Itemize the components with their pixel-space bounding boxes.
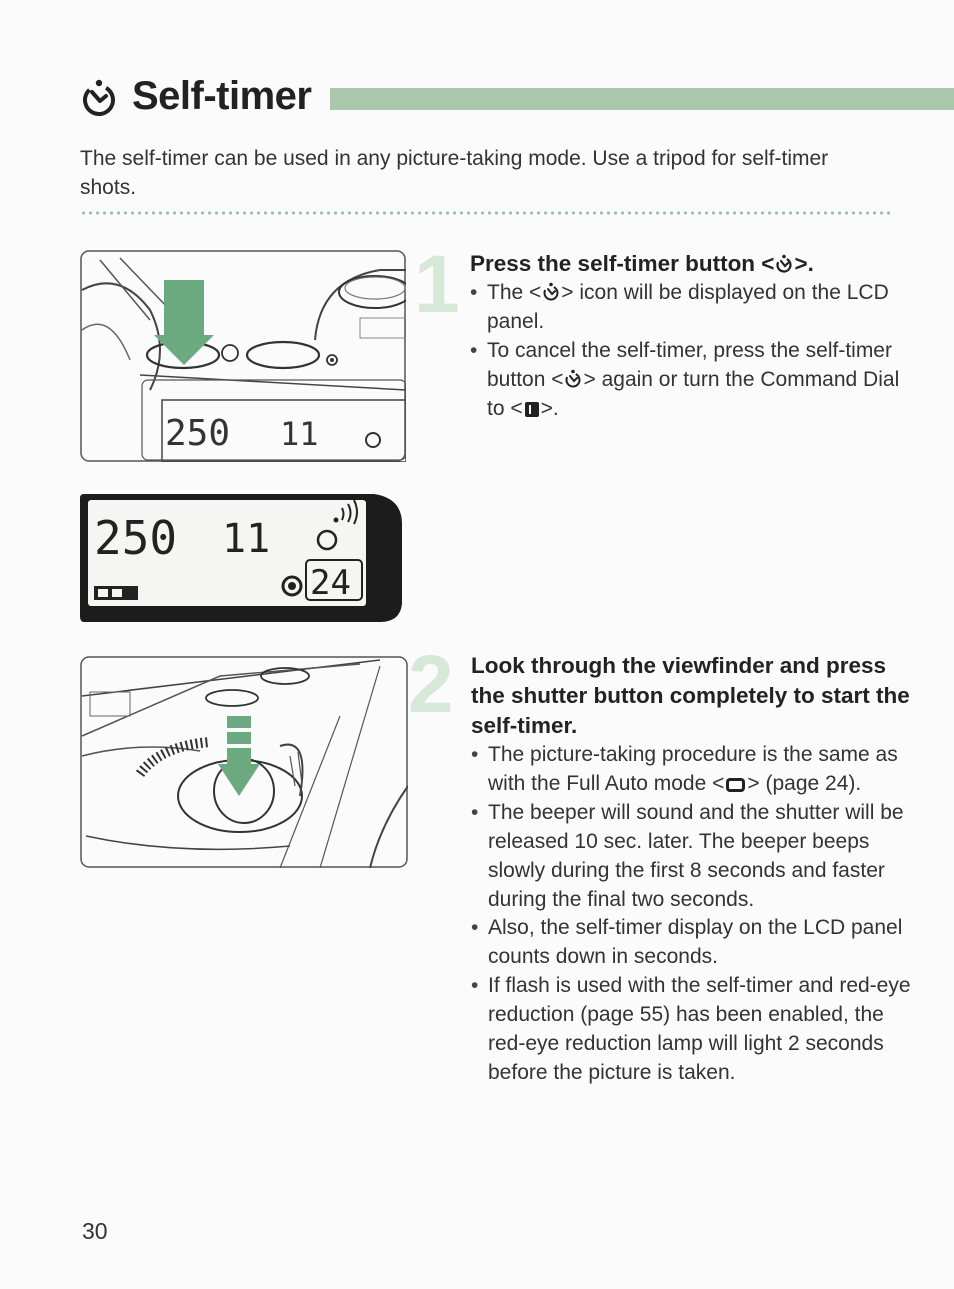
lcd-shutter: 250 [165,413,231,454]
lcd-panel-shutter: 250 [94,511,178,565]
full-auto-mode-icon [726,778,745,792]
illustration-shutter-button [80,656,408,868]
step-2-number: 2 [408,639,454,730]
self-timer-icon [563,369,583,389]
step-1-heading: Press the self-timer button < >. [470,251,814,276]
list-item: • The beeper will sound and the shutter will be released 10 sec. later. The beeper beeps slowly during the first 8 seconds and faster during the final two seconds. [471,799,911,915]
step-1-bullets [470,279,910,424]
lcd-aperture: 11 [280,415,319,453]
intro-paragraph: The self-timer can be used in any picture-taking mode. Use a tripod for self-timer shots. [80,147,829,199]
lcd-panel-aperture: 11 [222,516,271,562]
title-row [78,72,954,122]
illustration-self-timer-button [80,250,406,462]
step-2 [471,651,911,1088]
list-item: • If flash is used with the self-timer and red-eye reduction (page 55) has been enabled, the red-eye reduction lamp will light 2 seconds before the picture is taken. [471,972,911,1088]
single-frame-mode-icon [525,402,539,417]
step-2-heading: Look through the viewfinder and press the shutter button completely to start the self-timer. [471,653,910,738]
list-item: • The picture-taking procedure is the same as with the Full Auto mode < > (page 24). [471,741,911,799]
page-title: Self-timer [132,74,312,118]
title-accent-bar [330,88,954,110]
self-timer-icon [78,78,120,118]
illustration-lcd-panel [80,494,402,622]
self-timer-icon [774,254,794,274]
dotted-divider [80,211,892,215]
list-item: • Also, the self-timer display on the LCD panel counts down in seconds. [471,914,911,972]
self-timer-icon [541,282,561,302]
step-1 [470,249,910,424]
lcd-frame-count: 24 [310,563,351,603]
step-1-number: 1 [414,239,460,330]
step-2-bullets [471,741,911,1088]
list-item: • The < > icon will be displayed on the LCD panel. [470,279,910,337]
page-number: 30 [82,1218,108,1244]
list-item: • To cancel the self-timer, press the self-timer button < > again or turn the Command Dial to < >. [470,337,910,424]
